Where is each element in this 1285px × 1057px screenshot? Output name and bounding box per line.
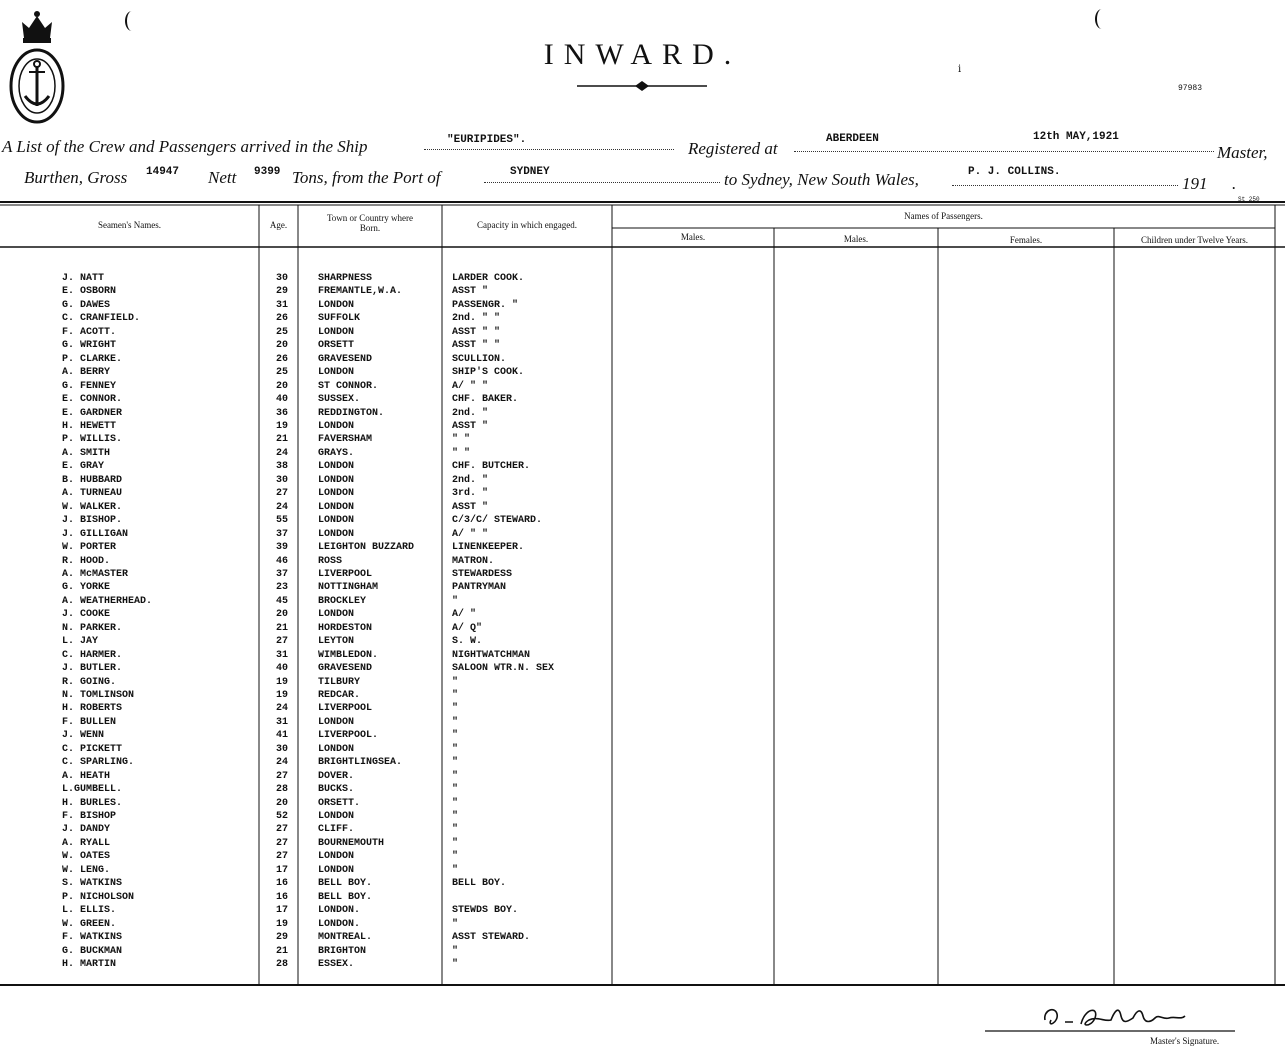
form-title: INWARD. [543,38,742,71]
nett-tonnage: 9399 [254,166,281,178]
col-passenger-names: Names of Passengers. [904,211,983,221]
crew-age: 19 [276,420,289,432]
crew-age: 29 [276,286,289,298]
tons-from-label: Tons, from the Port of [292,168,441,187]
crew-capacity: SHIP'S COOK. [452,367,525,379]
crew-capacity: " [452,716,459,728]
crew-town: ESSEX. [318,958,355,970]
crew-town: DOVER. [318,770,355,782]
crew-name: A. TURNEAU [62,488,123,500]
crew-name: E. GARDNER [62,407,123,419]
crew-name: N. PARKER. [62,622,123,634]
col-males-1: Males. [680,232,706,242]
crew-town: LIVERPOOL. [318,730,379,742]
crew-capacity: NIGHTWATCHMAN [452,649,531,661]
table-row [0,514,612,527]
crew-capacity: ASST STEWARD. [452,932,531,943]
table-row [0,945,612,958]
crew-name: A. RYALL [62,837,111,849]
nett-label: Nett [208,168,237,187]
crew-capacity: ASST " " [452,340,501,352]
table-row [0,326,612,339]
table-row [0,407,612,420]
crew-capacity: " [452,703,459,715]
col-town-born: Town or Country where Born. [326,213,414,233]
crew-name: J. BISHOP. [62,515,123,527]
crew-town: GRAVESEND [318,353,373,365]
crew-capacity: SALOON WTR.N. SEX [452,663,555,674]
table-row [0,904,612,917]
crew-town: LONDON [318,501,355,513]
crew-capacity: ASST " [452,501,489,513]
crew-age: 28 [276,958,289,970]
table-row [0,958,612,971]
crew-town: ORSETT. [318,797,361,809]
crew-age: 27 [276,636,289,648]
crew-town: WIMBLEDON. [318,649,379,661]
crew-town: SHARPNESS [318,273,373,284]
crew-name: F. BULLEN [62,716,117,728]
table-row [0,662,612,675]
crew-capacity: STEWARDESS [452,568,513,580]
crew-town: HORDESTON [318,622,373,634]
crew-age: 46 [276,555,289,567]
table-row [0,931,612,944]
crew-capacity: 3rd. " [452,488,489,500]
crew-town: ORSETT [318,340,355,352]
crew-name: G. YORKE [62,582,111,594]
crew-town: LONDON [318,515,355,527]
crew-name: A. McMASTER [62,568,129,580]
crew-town: BUCKS. [318,784,355,796]
crew-name: C. HARMER. [62,649,123,661]
table-row [0,353,612,366]
table-row [0,850,612,863]
master-signature-label: Master's Signature. [1150,1036,1220,1046]
table-row [0,770,612,783]
col-seamens-names: Seamen's Names. [97,220,162,230]
crew-capacity: " [452,864,459,876]
crew-capacity: CHF. BUTCHER. [452,461,531,473]
table-row [0,877,612,890]
crew-name: S. WATKINS [62,878,123,890]
crew-town: SUFFOLK [318,313,361,325]
crew-capacity: ASST " [452,286,489,298]
crew-capacity: PANTRYMAN [452,582,507,594]
table-row [0,595,612,608]
crew-town: LONDON. [318,918,361,930]
crew-capacity: " [452,730,459,742]
table-row [0,716,612,729]
list-intro-label: A List of the Crew and Passengers arrived in the Ship [2,137,368,156]
crew-age: 55 [276,515,289,527]
crew-age: 20 [276,797,289,809]
table-row [0,420,612,433]
crew-name: A. BERRY [62,367,111,379]
crew-age: 20 [276,609,289,621]
crew-town: MONTREAL. [318,932,373,943]
crew-town: LONDON [318,326,355,338]
table-row [0,474,612,487]
table-row [0,568,612,581]
crew-capacity: " [452,784,459,796]
destination-label: to Sydney, New South Wales, [724,170,919,189]
crew-name: J. BUTLER. [62,663,123,674]
crew-age: 41 [276,730,289,742]
crew-name: P. NICHOLSON [62,891,135,903]
crew-name: E. GRAY [62,461,105,473]
crew-town: BELL BOY. [318,891,373,903]
crew-name: H. HEWETT [62,420,117,432]
crew-name: J. DANDY [62,824,111,836]
registered-label: Registered at [688,139,778,158]
form-code: St 250 [1238,196,1260,203]
crew-name: H. MARTIN [62,958,117,970]
crew-town: LIVERPOOL [318,703,373,715]
crew-capacity: " [452,743,459,755]
crew-name: F. BISHOP [62,811,117,822]
crew-age: 20 [276,340,289,352]
crew-name: P. WILLIS. [62,434,123,446]
crew-capacity: PASSENGR. " [452,299,519,311]
crew-town: BELL BOY. [318,878,373,890]
crew-capacity: CHF. BAKER. [452,394,519,406]
table-row [0,555,612,568]
crew-age: 27 [276,851,289,863]
crew-name: R. GOING. [62,676,117,688]
crew-town: BRIGHTLINGSEA. [318,757,403,769]
crew-age: 19 [276,918,289,930]
crew-town: LONDON [318,811,355,822]
crew-capacity: " [452,837,459,849]
burthen-label: Burthen, Gross [24,168,128,187]
crew-town: REDCAR. [318,690,361,701]
crew-town: LONDON [318,474,355,486]
crew-age: 38 [276,461,289,473]
crew-capacity: SCULLION. [452,353,507,365]
table-row [0,864,612,877]
crew-capacity: A/ " " [452,380,489,392]
crew-age: 28 [276,784,289,796]
col-capacity: Capacity in which engaged. [477,220,577,230]
crew-capacity: C/3/C/ STEWARD. [452,515,543,527]
crew-town: TILBURY [318,676,361,688]
table-row [0,380,612,393]
crew-age: 27 [276,770,289,782]
table-row [0,528,612,541]
master-label: Master, [1217,143,1268,162]
crew-capacity: " [452,770,459,782]
crew-age: 30 [276,474,289,486]
crew-capacity: " [452,811,459,822]
table-row [0,339,612,352]
crew-age: 40 [276,394,289,406]
crew-capacity: " [452,595,459,607]
crew-age: 16 [276,891,289,903]
crew-name: J. WENN [62,730,105,742]
table-row [0,797,612,810]
crew-age: 30 [276,743,289,755]
crew-age: 17 [276,864,289,876]
crew-name: G. BUCKMAN [62,945,123,957]
crew-age: 24 [276,447,289,459]
table-row [0,460,612,473]
crew-town: GRAYS. [318,447,355,459]
crew-age: 25 [276,367,289,379]
crew-name: W. OATES [62,851,111,863]
table-row [0,783,612,796]
crew-capacity: " [452,690,459,701]
crew-age: 20 [276,380,289,392]
crew-capacity: " [452,676,459,688]
crew-age: 24 [276,703,289,715]
table-row [0,312,612,325]
crew-town: LONDON [318,367,355,379]
crew-name: G. FENNEY [62,380,117,392]
crew-age: 31 [276,299,289,311]
crew-name: H. ROBERTS [62,703,123,715]
crew-age: 16 [276,878,289,890]
crew-capacity: A/ " " [452,528,489,540]
crew-capacity: ASST " " [452,326,501,338]
crew-age: 31 [276,716,289,728]
crew-capacity: S. W. [452,636,483,648]
crew-age: 26 [276,353,289,365]
crew-age: 26 [276,313,289,325]
crew-age: 52 [276,811,289,822]
table-row [0,299,612,312]
crew-name: L. ELLIS. [62,905,117,917]
table-row [0,608,612,621]
crew-town: FREMANTLE,W.A. [318,286,403,298]
crew-capacity: MATRON. [452,555,495,567]
registered-port: ABERDEEN [826,133,879,145]
crew-name: F. ACOTT. [62,326,117,338]
crew-name: J. GILLIGAN [62,528,129,540]
table-row [0,810,612,823]
stray-mark: i [958,64,962,75]
crew-age: 19 [276,676,289,688]
table-row [0,285,612,298]
crew-age: 39 [276,542,289,553]
table-row [0,756,612,769]
crew-name: G. DAWES [62,299,111,311]
table-row [0,823,612,836]
crew-age: 23 [276,582,289,594]
crew-town: LONDON [318,528,355,540]
crew-capacity: " [452,958,459,970]
crew-capacity: A/ " [452,609,477,621]
reference-number: 97983 [1178,84,1203,93]
crew-age: 25 [276,326,289,338]
crew-age: 19 [276,690,289,701]
crew-town: BROCKLEY [318,595,367,607]
crew-age: 24 [276,501,289,513]
crew-name: A. SMITH [62,447,111,459]
crew-age: 45 [276,595,289,607]
crew-age: 29 [276,932,289,943]
crew-capacity: 2nd. " " [452,313,501,325]
crew-town: BOURNEMOUTH [318,837,385,849]
table-row [0,918,612,931]
crew-capacity: STEWDS BOY. [452,905,519,917]
crew-town: LONDON [318,488,355,500]
crew-age: 36 [276,407,289,419]
crew-town: LONDON [318,743,355,755]
crew-capacity: " [452,918,459,930]
crew-town: LONDON [318,609,355,621]
crew-town: ROSS [318,555,343,567]
crew-capacity: " " [452,447,471,459]
crew-name: J. NATT [62,273,105,284]
table-row [0,729,612,742]
table-row [0,837,612,850]
crew-age: 27 [276,837,289,849]
master-name: P. J. COLLINS. [968,166,1061,178]
crew-town: REDDINGTON. [318,407,385,419]
crew-age: 21 [276,945,289,957]
crew-name: C. PICKETT [62,743,123,755]
crew-age: 17 [276,905,289,917]
crew-town: LIVERPOOL [318,568,373,580]
crew-name: L.GUMBELL. [62,784,123,796]
crew-name: W. GREEN. [62,918,117,930]
col-age: Age. [269,220,288,230]
crew-town: GRAVESEND [318,663,373,674]
crew-capacity: A/ Q" [452,622,483,634]
crew-age: 27 [276,488,289,500]
crew-name: C. SPARLING. [62,757,135,769]
table-row [0,635,612,648]
crew-town: LEYTON [318,636,355,648]
crew-age: 37 [276,568,289,580]
table-row [0,581,612,594]
crew-name: B. HUBBARD [62,474,123,486]
voyage-date: 12th MAY,1921 [1033,131,1119,143]
table-row [0,676,612,689]
crew-age: 37 [276,528,289,540]
crew-name: C. CRANFIELD. [62,313,141,325]
crew-name: R. HOOD. [62,555,111,567]
crew-town: LONDON [318,716,355,728]
col-females: Females. [1009,235,1043,245]
master-signature [985,1000,1255,1036]
crew-town: CLIFF. [318,824,355,836]
crew-town: ST CONNOR. [318,380,379,392]
crew-town: LONDON [318,851,355,863]
table-row [0,393,612,406]
crew-name: W. LENG. [62,864,111,876]
crew-town: BRIGHTON [318,945,367,957]
crew-capacity: " [452,851,459,863]
col-children: Children under Twelve Years. [1141,235,1248,245]
crew-name: A. HEATH [62,770,111,782]
crew-name: L. JAY [62,636,99,648]
crew-capacity: " [452,757,459,769]
crew-name: P. CLARKE. [62,353,123,365]
crew-name: H. BURLES. [62,797,123,809]
crew-town: LONDON. [318,905,361,917]
gross-tonnage: 14947 [146,166,180,178]
crew-name: J. COOKE [62,609,111,621]
crew-capacity: LINENKEEPER. [452,542,525,553]
table-row [0,501,612,514]
table-row [0,272,612,285]
crew-name: W. WALKER. [62,501,123,513]
crew-town: LONDON [318,299,355,311]
crew-name: N. TOMLINSON [62,690,135,701]
crew-capacity: ASST " [452,420,489,432]
crew-name: F. WATKINS [62,932,123,943]
table-row [0,541,612,554]
table-row [0,433,612,446]
crew-age: 27 [276,824,289,836]
table-row [0,622,612,635]
crew-town: FAVERSHAM [318,434,373,446]
crew-capacity: LARDER COOK. [452,273,525,284]
crew-capacity: " " [452,434,471,446]
crew-capacity: 2nd. " [452,474,489,486]
table-row [0,649,612,662]
crew-town: NOTTINGHAM [318,582,379,594]
crew-capacity: " [452,824,459,836]
crew-age: 21 [276,622,289,634]
crew-capacity: BELL BOY. [452,878,507,890]
ship-name: "EURIPIDES". [447,134,527,146]
table-row [0,891,612,904]
col-males-2: Males. [843,234,869,244]
table-row [0,743,612,756]
crew-town: SUSSEX. [318,394,361,406]
table-row [0,689,612,702]
crew-age: 31 [276,649,289,661]
year-prefix: 191 [1182,174,1208,193]
crew-capacity: " [452,797,459,809]
crew-age: 30 [276,273,289,284]
crew-town: LONDON [318,420,355,432]
crew-capacity: 2nd. " [452,407,489,419]
year-suffix: . [1232,174,1237,193]
table-row [0,366,612,379]
crew-age: 40 [276,663,289,674]
crew-town: LONDON [318,864,355,876]
crew-capacity: " [452,945,459,957]
crew-name: W. PORTER [62,542,117,553]
crew-age: 24 [276,757,289,769]
table-row [0,702,612,715]
crew-name: E. OSBORN [62,286,117,298]
crew-town: LEIGHTON BUZZARD [318,542,415,553]
table-row [0,447,612,460]
from-port: SYDNEY [510,166,550,178]
crew-name: E. CONNOR. [62,394,123,406]
crew-name: G. WRIGHT [62,340,117,352]
crew-name: A. WEATHERHEAD. [62,595,153,607]
crew-town: LONDON [318,461,355,473]
crew-age: 21 [276,434,289,446]
table-row [0,487,612,500]
